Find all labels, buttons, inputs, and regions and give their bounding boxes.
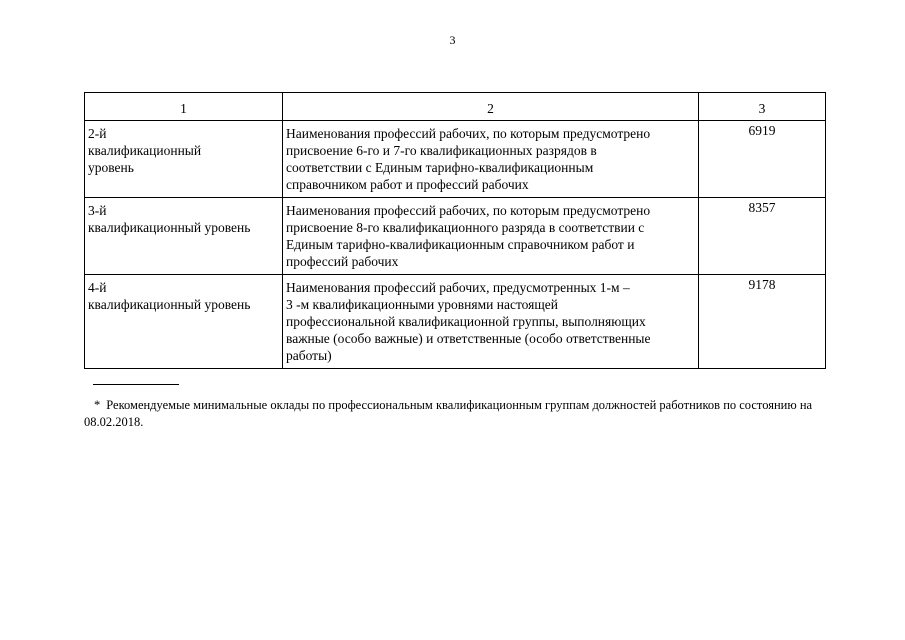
footnote-mark: * (94, 398, 101, 412)
profession-description-line: профессиональной квалификационной группы, выполняющих (286, 314, 646, 329)
table-row (85, 121, 826, 198)
qualification-level-cell (85, 198, 283, 275)
profession-description-line: Наименования профессий рабочих, по которым предусмотрено (286, 203, 651, 218)
profession-description-line: Единым тарифно-квалификационным справочником работ и (286, 237, 635, 252)
profession-description-line: профессий рабочих (286, 254, 399, 269)
qualification-level-line: 3-й (88, 203, 107, 218)
table-body (85, 121, 826, 369)
profession-description-line: справочником работ и профессий рабочих (286, 177, 529, 192)
profession-description-line: важные (особо важные) и ответственные (особо ответственные (286, 331, 651, 346)
profession-description-line: присвоение 8-го квалификационного разряда в соответствии с (286, 220, 645, 235)
profession-description-cell (283, 121, 699, 198)
footnote-text: Рекомендуемые минимальные оклады по профессиональным квалификационным группам должностей работников по состоянию на (106, 398, 813, 412)
qualification-level-line: 4-й (88, 280, 107, 295)
profession-description-line: присвоение 6-го и 7-го квалификационных разрядов в (286, 143, 597, 158)
qualification-level-line: квалификационный уровень (88, 297, 251, 312)
qualification-level-cell (85, 275, 283, 369)
table-row (85, 198, 826, 275)
profession-description-cell (283, 198, 699, 275)
qualification-level-line: 2-й (88, 126, 107, 141)
salary-cell: 9178 (699, 275, 826, 369)
profession-description-line: соответствии с Единым тарифно-квалификационным (286, 160, 594, 175)
profession-description-line: 3 -м квалификационными уровнями настоящей (286, 297, 558, 312)
qualification-level-line: уровень (88, 160, 134, 175)
footnote (84, 397, 849, 431)
qualification-level-line: квалификационный уровень (88, 220, 251, 235)
qualification-level-line: квалификационный (88, 143, 202, 158)
salary-cell: 6919 (699, 121, 826, 198)
column-header-2: 2 (283, 93, 699, 121)
footnote-line-1 (84, 397, 849, 414)
profession-description-cell (283, 275, 699, 369)
page-number: 3 (449, 33, 456, 47)
salary-table (84, 92, 826, 369)
table-row (85, 275, 826, 369)
column-header-1: 1 (85, 93, 283, 121)
profession-description-line: Наименования профессий рабочих, по которым предусмотрено (286, 126, 651, 141)
table-header-row (85, 93, 826, 121)
salary-cell: 8357 (699, 198, 826, 275)
profession-description-line: работы) (286, 348, 332, 363)
column-header-3: 3 (699, 93, 826, 121)
footnote-divider (93, 384, 179, 385)
profession-description-line: Наименования профессий рабочих, предусмотренных 1-м – (286, 280, 630, 295)
qualification-level-cell (85, 121, 283, 198)
footnote-line-2: 08.02.2018. (84, 415, 144, 429)
